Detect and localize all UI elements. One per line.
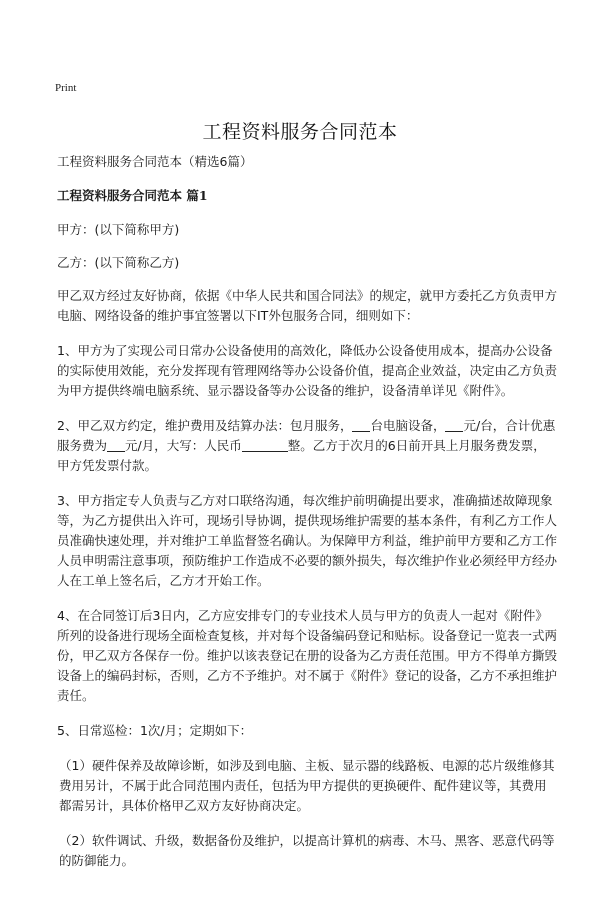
blank-line: [107, 437, 125, 452]
clause-2-text-2: 台电脑设备，: [370, 418, 446, 433]
clause-5: 5、日常巡检：1次/月；定期如下：: [57, 723, 253, 738]
intro-paragraph: 甲乙双方经过友好协商，依据《中华人民共和国合同法》的规定，就甲方委托乙方负责甲方电脑、网络设备的维护事宜签署以下IT外包服务合同，细则如下：: [57, 288, 558, 323]
clause-2: [57, 416, 557, 476]
clause-3: 3、甲方指定专人负责与乙方对口联络沟通，每次维护前明确提出要求，准确描述故障现象等，为乙方提供出入许可，现场引导协调，提供现场维护需要的基本条件，有利乙方工作人员准确快速处理，并对维护工单监督签名确认。为保障甲方利益，维护前甲方要和乙方工作人员申明需注意事项，预防维护工作造成不必要的额外损失，每次维护作业必须经甲方经办人在工单上签名后，乙方才开始工作。: [57, 493, 558, 588]
print-label: Print: [55, 82, 77, 94]
party-b-line: 乙方：(以下简称乙方): [57, 255, 180, 270]
document-title: 工程资料服务合同范本: [202, 121, 398, 143]
blank-line: [445, 417, 463, 432]
clause-2-text-3: 元/台，合计优惠服务费为: [57, 418, 556, 453]
clause-2-text-4: 元/月，大写：人民币: [125, 438, 242, 453]
section-heading: 工程资料服务合同范本 篇1: [57, 188, 208, 203]
clause-5-2: （2）软件调试、升级，数据备份及维护，以提高计算机的病毒、木马、黑客、恶意代码等的防御能力。: [59, 833, 555, 868]
clause-5-1: （1）硬件保养及故障诊断，如涉及到电脑、主板、显示器的线路板、电源的芯片级维修其费用另计，不属于此合同范围内责任，包括为甲方提供的更换硬件、配件建议等，其费用都需另计，具体价格甲乙双方友好协商决定。: [59, 758, 555, 813]
clause-2-text-5: 整。乙方于次月的6日前开具上月服务费发票，甲方凭发票付款。: [57, 438, 546, 473]
document-subtitle: 工程资料服务合同范本（精选6篇）: [57, 154, 253, 169]
clause-2-text-1: 2、甲乙双方约定，维护费用及结算办法：包月服务，: [57, 418, 353, 433]
document-body: [57, 152, 557, 886]
blank-line: [352, 417, 370, 432]
blank-line: [242, 437, 288, 452]
clause-4: 4、在合同签订后3日内，乙方应安排专门的专业技术人员与甲方的负责人一起对《附件》所列的设备进行现场全面检查复核，并对每个设备编码登记和贴标。设备登记一览表一式两份，甲乙双方各保存一份。维护以该表登记在册的设备为乙方责任范围。甲方不得单方撕毁设备上的编码封标，否则，乙方不予维护。对不属于《附件》登记的设备，乙方不承担维护责任。: [57, 608, 558, 703]
clause-1: 1、甲方为了实现公司日常办公设备使用的高效化，降低办公设备使用成本，提高办公设备的实际使用效能，充分发挥现有管理网络等办公设备价值，提高企业效益，决定由乙方负责为甲方提供终端电脑系统、显示器设备等办公设备的维护，设备清单详见《附件》。: [57, 343, 558, 398]
party-a-line: 甲方：(以下简称甲方): [57, 222, 180, 237]
